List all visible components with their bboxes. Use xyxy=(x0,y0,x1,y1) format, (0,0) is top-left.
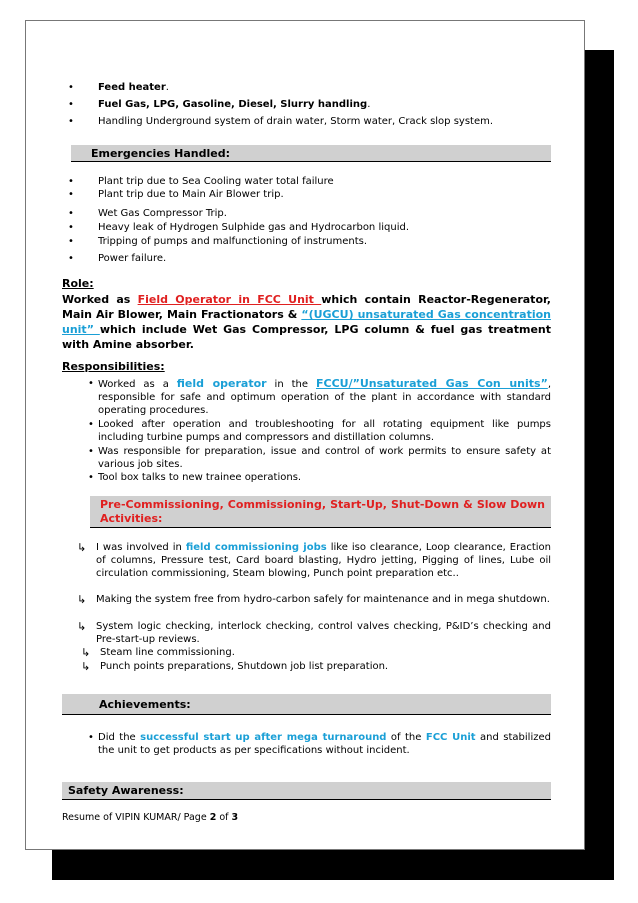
bullet-icon: • xyxy=(88,732,94,743)
bullet-icon: • xyxy=(88,378,94,389)
bullet-icon: • xyxy=(68,208,74,219)
list-item: Worked as a field operator in the FCCU/”Unsaturated Gas Con units”, responsible for safe and optimum operation of the plant in accordance with standard operating procedures. xyxy=(98,377,551,416)
section-heading-responsibilities: Responsibilities: xyxy=(62,360,165,373)
bullet-icon: • xyxy=(68,236,74,247)
section-heading-safety: Safety Awareness: xyxy=(62,782,551,800)
page-footer: Resume of VIPIN KUMAR/ Page 2 of 3 xyxy=(62,812,239,823)
list-item: Heavy leak of Hydrogen Sulphide gas and Hydrocarbon liquid. xyxy=(98,222,409,233)
bullet-icon: • xyxy=(68,253,74,264)
section-heading-role: Role: xyxy=(62,277,94,290)
bullet-icon: • xyxy=(68,176,74,187)
arrow-bullet-icon: ↳ xyxy=(77,541,87,554)
bullet-icon: • xyxy=(88,419,94,430)
list-item: Plant trip due to Main Air Blower trip. xyxy=(98,189,284,200)
list-item: I was involved in field commissioning jobs like iso clearance, Loop clearance, Eraction of columns, Pressure test, Card board blasting, Hydro jetting, Pigging of lines, Lube oil circulation commissioning, Steam blowing, Punch point preparation etc.. xyxy=(96,542,551,579)
list-item: Punch points preparations, Shutdown job list preparation. xyxy=(100,661,389,672)
bullet-icon: • xyxy=(88,472,94,483)
list-item: Wet Gas Compressor Trip. xyxy=(98,208,227,219)
section-heading-emergencies: Emergencies Handled: xyxy=(71,145,551,162)
list-item: Handling Underground system of drain water, Storm water, Crack slop system. xyxy=(98,116,494,127)
list-item: Power failure. xyxy=(98,253,167,264)
list-item: System logic checking, interlock checking, control valves checking, P&ID’s checking and Pre-start-up reviews. xyxy=(96,621,551,645)
bullet-icon: • xyxy=(68,82,74,93)
role-paragraph: Worked as Field Operator in FCC Unit which contain Reactor-Regenerator, Main Air Blower, Main Fractionators & “(UGCU) unsaturated Gas concentration unit” which include Wet Gas Compressor, LPG column & fuel gas treatment with Amine absorber. xyxy=(62,293,551,351)
bullet-icon: • xyxy=(68,189,74,200)
list-item: Was responsible for preparation, issue and control of work permits to ensure safety at various job sites. xyxy=(98,446,551,470)
list-item: Tripping of pumps and malfunctioning of instruments. xyxy=(98,236,368,247)
arrow-bullet-icon: ↳ xyxy=(81,646,91,659)
arrow-bullet-icon: ↳ xyxy=(77,593,87,606)
list-item: Steam line commissioning. xyxy=(100,647,235,658)
arrow-bullet-icon: ↳ xyxy=(77,620,87,633)
page-shadow-bottom xyxy=(52,850,614,880)
list-item: Tool box talks to new trainee operations. xyxy=(98,472,302,483)
bullet-icon: • xyxy=(68,222,74,233)
bullet-icon: • xyxy=(88,446,94,457)
page-shadow-right xyxy=(585,50,614,880)
bullet-icon: • xyxy=(68,116,74,127)
list-item: Looked after operation and troubleshooting for all rotating equipment like pumps including turbine pumps and compressors and distillation columns. xyxy=(98,419,551,443)
section-heading-achievements: Achievements: xyxy=(62,694,551,715)
list-item: Feed heater. xyxy=(98,82,169,93)
document-page xyxy=(25,20,585,850)
list-item: Did the successful start up after mega turnaround of the FCC Unit and stabilized the unit to get products as per specifications without incident. xyxy=(98,732,551,756)
list-item: Fuel Gas, LPG, Gasoline, Diesel, Slurry handling. xyxy=(98,99,371,110)
list-item: Plant trip due to Sea Cooling water total failure xyxy=(98,176,334,187)
section-heading-precommissioning: Pre-Commissioning, Commissioning, Start-Up, Shut-Down & Slow Down Activities: xyxy=(90,496,551,528)
arrow-bullet-icon: ↳ xyxy=(81,660,91,673)
list-item: Making the system free from hydro-carbon safely for maintenance and in mega shutdown. xyxy=(96,594,550,605)
bullet-icon: • xyxy=(68,99,74,110)
